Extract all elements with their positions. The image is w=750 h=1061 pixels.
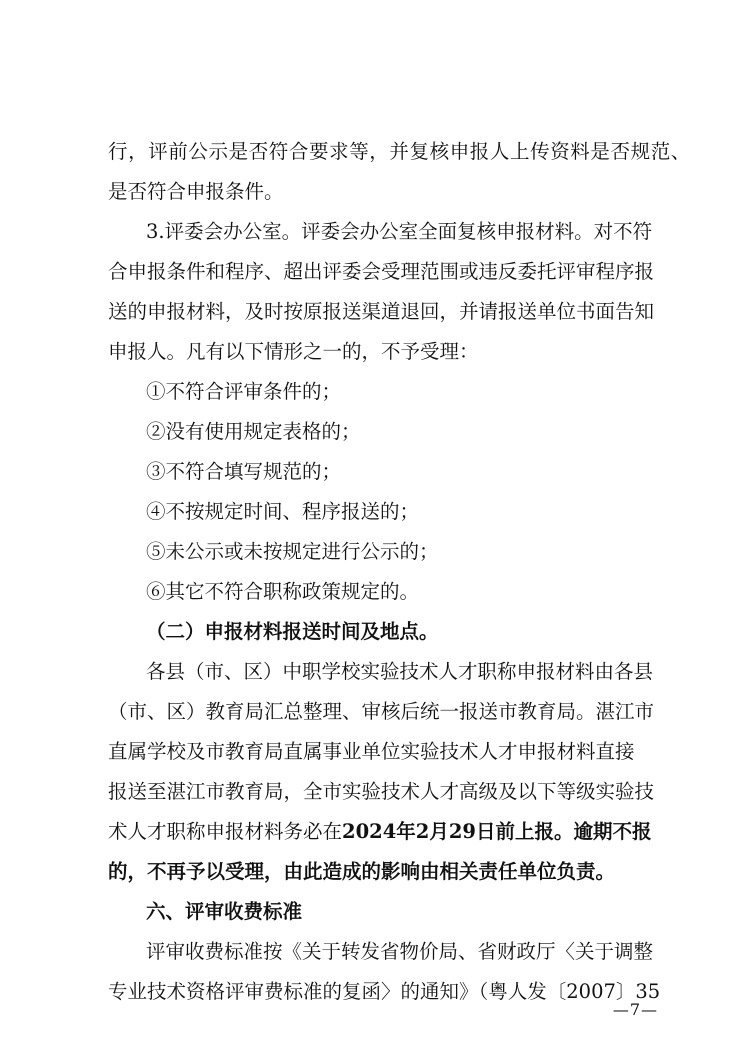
- section-heading: （二）申报材料报送时间及地点。: [146, 620, 439, 643]
- text-line: [0, 812, 750, 852]
- emphasis-line: 的，不再予以受理，由此造成的影响由相关责任单位负责。: [108, 860, 616, 883]
- text-line: 评审收费标准按《关于转发省物价局、省财政厅〈关于调整: [146, 940, 654, 963]
- text-line: 合申报条件和程序、超出评委会受理范围或违反委托评审程序报: [108, 260, 655, 283]
- deadline-text: 2024年2月29日前上报。逾期不报: [342, 820, 652, 843]
- list-item: ③不符合填写规范的；: [146, 460, 342, 483]
- text-line: 各县（市、区）中职学校实验技术人才职称申报材料由各县: [146, 660, 654, 683]
- text-line: 送的申报材料，及时按原报送渠道退回，并请报送单位书面告知: [108, 300, 655, 323]
- text-segment: 术人才职称申报材料务必在: [108, 820, 343, 843]
- text-line: 报送至湛江市教育局，全市实验技术人才高级及以下等级实验技: [108, 780, 655, 803]
- list-item: ①不符合评审条件的；: [146, 380, 342, 403]
- list-item: ④不按规定时间、程序报送的；: [146, 500, 420, 523]
- text-line: 行，评前公示是否符合要求等，并复核申报人上传资料是否规范、: [108, 140, 691, 163]
- text-line: 专业技术资格评审费标准的复函〉的通知》（粤人发〔2007〕35: [108, 980, 661, 1003]
- list-item: ②没有使用规定表格的；: [146, 420, 361, 443]
- text-line: （市、区）教育局汇总整理、审核后统一报送市教育局。湛江市: [108, 700, 655, 723]
- page-number: —7—: [612, 1000, 658, 1019]
- list-item: ⑥其它不符合职称政策规定的。: [146, 580, 420, 603]
- section-heading: 六、评审收费标准: [146, 900, 303, 923]
- text-line: 是否符合申报条件。: [108, 180, 284, 203]
- list-item: ⑤未公示或未按规定进行公示的；: [146, 540, 439, 563]
- text-line: 3.评委会办公室。评委会办公室全面复核申报材料。对不符: [146, 220, 653, 243]
- text-line: 申报人。凡有以下情形之一的，不予受理：: [108, 340, 479, 363]
- text-line: 直属学校及市教育局直属事业单位实验技术人才申报材料直接: [108, 740, 635, 763]
